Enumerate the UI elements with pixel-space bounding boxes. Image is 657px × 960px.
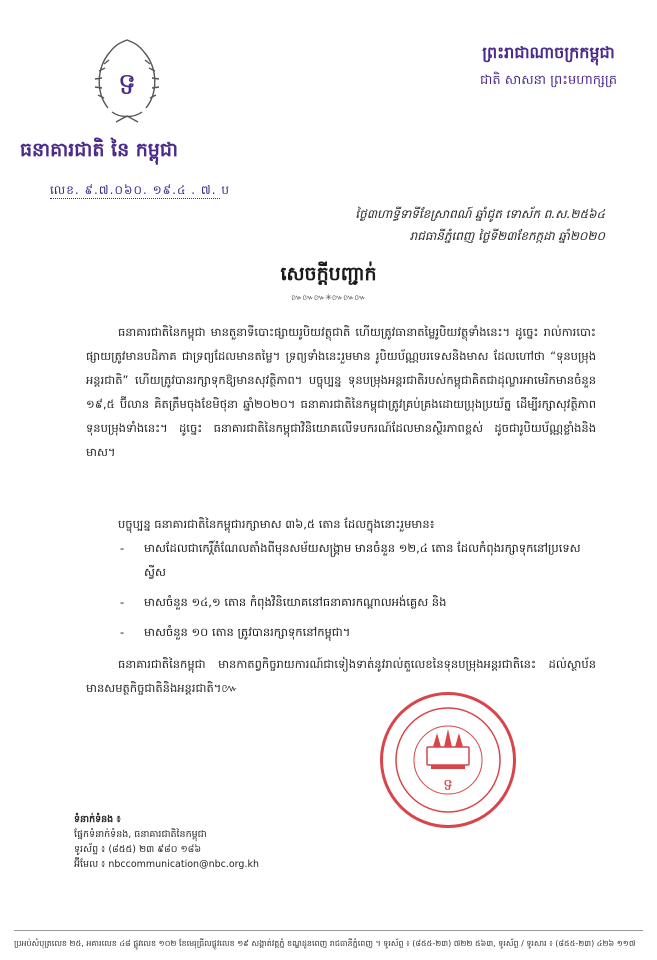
footer-address: ប្រអប់សំបុត្រលេខ ២៥, អគារលេខ ៤៨ ផ្លូវលេខ ១០២ ខែមេរុធ្រីលផ្លូវលេខ ១៩ សង្កាត់វត្តភ្នំ ខណ្ឌដូនពេញ រាជធានីភ្នំពេញ ។ ទូរស័ព្ទ ៖ (៨៥៥-២៣) ៧២២ ៥៦៣, ទូរស័ព្ទ / ទូរសារ ៖ (៨៥៥-២៣) ៤២៦ ១១៧ [14,939,636,948]
contact-block [74,812,259,872]
contact-heading: ទំនាក់ទំនង ៖ [74,814,121,825]
paragraph-2: បច្ចុប្បន្ន ធនាគារជាតិនៃកម្ពុជារក្សាមាស ៣៦,៥ តោន ដែលក្នុងនោះរួមមាន៖ [118,517,435,531]
solar-date: រាជធានីភ្នំពេញ ថ្ងៃទី២៣ខែកក្កដា ឆ្នាំ២០២០ [409,229,605,243]
contact-email: អ៊ីមែល ៖ nbccommunication@nbc.org.kh [74,859,259,870]
kingdom-header [480,42,617,91]
reference-underline [50,198,220,199]
official-seal-icon [380,692,516,828]
svg-text:ទ: ទ [442,775,454,794]
paragraph-1: ធនាគារជាតិនៃកម្ពុជា មានតួនាទីបោះផ្សាយរូបិយវត្ថុជាតិ ហើយត្រូវធានាតម្លៃរូបិយវត្ថុទាំងនេះ។ ដូច្នេះ រាល់ការបោះផ្សាយត្រូវមានបដិភាគ ជាទ្រព្យដែលមានតម្លៃ។ ទ្រព្យទាំងនេះរួមមាន រូបិយប័ណ្ណបរទេសនិងមាស ដែលហៅថា “ទុនបម្រុងអន្តរជាតិ” ហើយត្រូវបានរក្សាទុកឱ្យមានសុវត្ថិភាព។ បច្ចុប្បន្ន ទុនបម្រុងអន្តរជាតិរបស់កម្ពុជាគិតជាដុល្លារអាមេរិកមានចំនួន ១៩,៥ ប៊ីលាន គិតត្រឹមចុងខែមិថុនា ឆ្នាំ២០២០។ ធនាគារជាតិនៃកម្ពុជាត្រូវគ្រប់គ្រងដោយប្រុងប្រយ័ត្ន ដើម្បីរក្សាសុវត្ថិភាពទុនបម្រុងទាំងនេះ។ ដូច្នេះ ធនាគារជាតិនៃកម្ពុជាវិនិយោគលើទបករណ៍ដែលមានស្ថិរភាពខ្ពស់ ដូចជារូបិយប័ណ្ណខ្លាំងនិងមាស។ [86,325,596,459]
title-ornament: ៚៚៚✳៚៚៚ [291,293,366,302]
list-item: - មាសដែលជាកេរ្តិ៍តំណែលតាំងពីមុនសម័យសង្គ្រាម មានចំនួន ១២,៤ តោន ដែលកំពុងរក្សាទុកនៅប្រទេសស្វីស [120,536,596,584]
gold-holdings-list [120,536,596,650]
paragraph-3: ធនាគារជាតិនៃកម្ពុជា មានកាតព្វកិច្ចរាយការណ៍ជាទៀងទាត់នូវរាល់តួលេខនៃទុនបម្រុងអន្តរជាតិនេះ ដល់ស្ថាប័នមានសមត្ថកិច្ចជាតិនិងអន្តរជាតិ។៚ [86,657,596,695]
list-item: - មាសចំនួន ១៤,១ តោន កំពុងវិនិយោគនៅធនាគារកណ្តាលអង់គ្លេស និង [120,590,596,614]
footer-divider [14,930,643,931]
kingdom-title: ព្រះរាជាណាចក្រកម្ពុជា [482,43,615,62]
kingdom-motto: ជាតិ សាសនា ព្រះមហាក្សត្រ [480,73,617,88]
contact-department: ផ្នែកទំនាក់ទំនង, ធនាគារជាតិនៃកម្ពុជា [74,829,207,840]
document-title: សេចក្តីបញ្ជាក់ [280,263,377,285]
bank-name: ធនាគារជាតិ នៃ កម្ពុជា [20,139,178,161]
contact-phone: ទូរស័ព្ទ ៖ (៨៥៥) ២៣ ៩៨០ ១៨៦ [74,844,202,855]
svg-text:ទ: ទ [117,67,137,102]
reference-number: លេខ. ៩.៧.០៦០. ១៩.៤ . ៧. ប [50,183,230,197]
bank-emblem-icon [92,38,162,130]
list-item: - មាសចំនួន ១០ តោន ត្រូវបានរក្សាទុកនៅកម្ពុជា។ [120,620,596,644]
lunar-date: ថ្ងៃ៣ហាទ្ធីទាទីខែស្រាពណ៍ ឆ្នាំជូត ទោស័ក ព.ស.២៥៦៤ [355,207,605,221]
